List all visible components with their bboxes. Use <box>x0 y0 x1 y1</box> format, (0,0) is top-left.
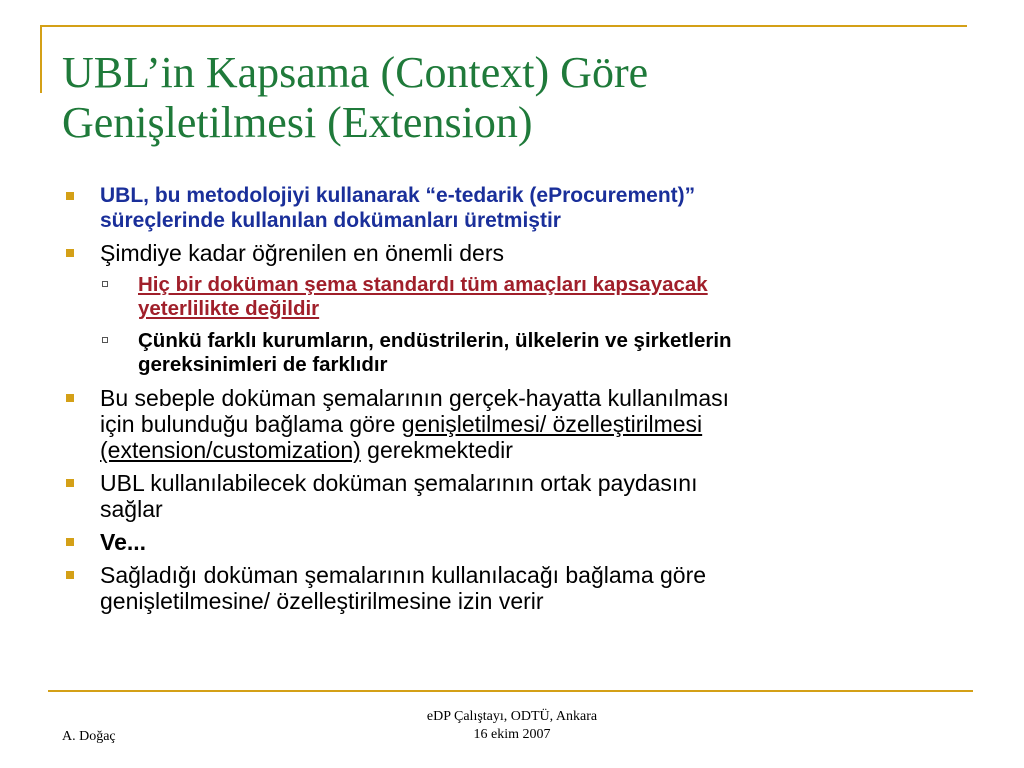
sub-bullet-no-standard <box>62 273 972 321</box>
square-bullet-icon <box>66 249 74 257</box>
bullet-allows-extension <box>62 562 972 614</box>
bullet-extension-needed <box>62 385 972 463</box>
bullet-3-line-1: Bu sebeple doküman şemalarının gerçek-hayatta kullanılması <box>100 385 730 411</box>
title-line-2: Genişletilmesi (Extension) <box>62 98 533 147</box>
sub-2-line-1: Çünkü farklı kurumların, endüstrilerin, ülkelerin ve şirketlerin <box>138 329 732 352</box>
square-bullet-icon <box>66 479 74 487</box>
footer-event-line-2: 16 ekim 2007 <box>473 727 551 742</box>
bullet-1-line-2: süreçlerinde kullanılan dokümanları üretmiştir <box>100 209 561 232</box>
sub-1-line-1: Hiç bir doküman şema standardı tüm amaçları kapsayacak <box>138 273 708 296</box>
bullet-3-line-3-text: gerekmektedir <box>360 437 513 463</box>
bullet-6-line-1: Sağladığı doküman şemalarının kullanılacağı bağlama göre <box>100 562 707 588</box>
footer-divider-line <box>48 690 973 692</box>
sub-bullet-requirements-differ <box>62 329 972 377</box>
hollow-square-bullet-icon <box>102 281 108 287</box>
bullet-3-extension-english: (extension/customization) <box>100 437 361 463</box>
square-bullet-icon <box>66 394 74 402</box>
frame-top-line <box>40 25 967 27</box>
sub-1-line-2: yeterlilikte değildir <box>138 297 320 320</box>
footer-event-line-1: eDP Çalıştayı, ODTÜ, Ankara <box>426 709 598 724</box>
frame-left-line <box>40 25 42 93</box>
bullet-3-line-3 <box>100 437 972 463</box>
bullet-lesson-learned <box>62 240 972 266</box>
hollow-square-bullet-icon <box>102 337 108 343</box>
bullet-5-text: Ve... <box>100 529 147 555</box>
bullet-ubl-methodology <box>62 183 972 233</box>
bullet-2-text: Şimdiye kadar öğrenilen en önemli ders <box>100 240 504 266</box>
bullet-6-line-2: genişletilmesine/ özelleştirilmesine izin verir <box>100 588 544 614</box>
slide-title <box>62 48 962 148</box>
bullet-1-line-1: UBL, bu metodolojiyi kullanarak “e-tedarik (eProcurement)” <box>100 184 696 207</box>
bullet-3-line-2-text: için bulunduğu bağlama göre <box>100 411 402 437</box>
footer-author: A. Doğaç <box>62 729 116 744</box>
square-bullet-icon <box>66 571 74 579</box>
bullet-3-line-2 <box>100 411 972 437</box>
bullet-4-line-1: UBL kullanılabilecek doküman şemalarının ortak paydasını <box>100 470 698 496</box>
bullet-3-extension-term: genişletilmesi/ özelleştirilmesi <box>401 411 703 437</box>
square-bullet-icon <box>66 192 74 200</box>
bullet-and <box>62 529 972 555</box>
slide-content <box>62 183 972 621</box>
square-bullet-icon <box>66 538 74 546</box>
bullet-4-line-2: sağlar <box>100 496 163 522</box>
bullet-common-denominator <box>62 470 972 522</box>
sub-2-line-2: gereksinimleri de farklıdır <box>138 353 388 376</box>
footer-event <box>400 708 624 744</box>
title-line-1: UBL’in Kapsama (Context) Göre <box>62 48 649 97</box>
